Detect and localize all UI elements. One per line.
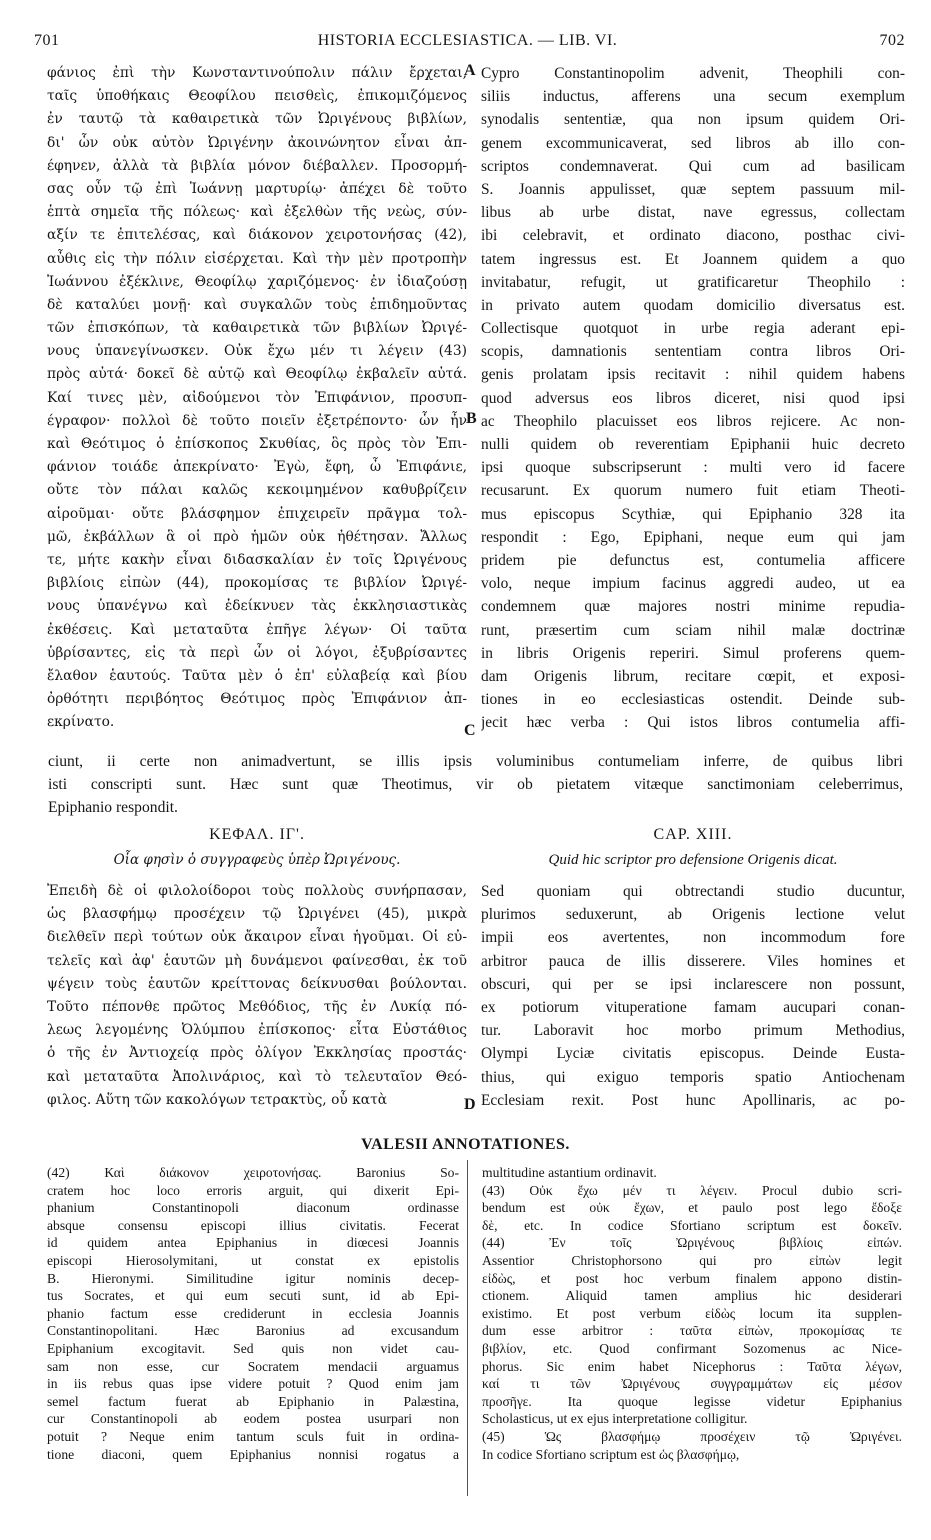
text-line: scriptos condemnaverat. Qui cum ad basilicam	[481, 157, 905, 175]
running-header	[30, 32, 905, 52]
text-line: καὶ Θεότιμος ὁ ἐπίσκοπος Σκυθίας, ὃς πρὸς τὸν Ἐπι-	[47, 436, 467, 452]
text-line: Epiphanio respondit.	[48, 799, 178, 817]
text-line: ac Theophilo placuisset eos libros rejicere. Ac non-	[481, 412, 905, 430]
text-line: φιλος. Αὕτη τῶν κακολόγων τετρακτὺς, οὗ κατὰ	[47, 1091, 388, 1108]
text-line: τῶν ἐπισκόπων, τὰ καθαιρετικὰ τῶν βιβλίων Ὠριγέ-	[47, 320, 467, 337]
text-line: λεως λεγομένης Ὀλύμπου ἐπίσκοπος· εἶτα Εὐστάθιος	[47, 1022, 467, 1039]
text-line: βιβλίοις εἰπὼν (44), προκομίσας τε βιβλίον Ὠριγέ-	[47, 575, 467, 592]
text-line: quod adversus eos libros diceret, nisi quod ipsi	[481, 389, 905, 407]
full-width-latin	[48, 750, 903, 820]
text-line: νους ὑπανέγνω καὶ ἐδείκνυεν τὰς ἐκκλησιαστικὰς	[47, 598, 467, 615]
text-line: siliis inductus, afferens una secum exemplum	[481, 88, 905, 106]
right-page-number: 702	[879, 32, 905, 49]
text-line: τελεῖς καὶ ἀφ' ἑαυτῶν μὴ δυνάμενοι φαίνεσθαι, ἐκ τοῦ	[47, 952, 467, 969]
text-line: μῶ, ἐκβάλλων ἃ οἱ πρὸ ἡμῶν οὐκ ἠθέτησαν. Ἄλλως	[47, 528, 467, 545]
text-line: cratem hoc loco erroris arguit, qui dixerit Epi-	[47, 1182, 459, 1198]
text-line: ἐκθέσεις. Καὶ μεταταῦτα ἐπῆγε λέγων· Οἱ ταῦτα	[47, 621, 467, 638]
text-line: sam non esse, cur Socratem mendacii arguamus	[47, 1358, 459, 1374]
text-line: dum esse arbitror : ταῦτα εἰπὼν, προκομίσας τε	[482, 1323, 902, 1339]
text-line: B. Hieronymi. Similitudine igitur nominis decep-	[47, 1270, 459, 1286]
greek-chapter-text	[47, 880, 467, 1112]
margin-letter-d: D	[464, 1096, 476, 1113]
text-line: isti conscripti sunt. Hæc sunt quæ Theotimus, vir ob pietatem vitæque sanctimoniam celeberrimus,	[48, 776, 903, 794]
text-line: προσῆγε. Ita quoque legisse videtur Epiphanius	[482, 1393, 902, 1409]
text-line: in privato autem quodam domicilio diversatus est.	[481, 296, 905, 314]
text-line: impii eos avertentes, non incommodum fore	[481, 929, 905, 947]
text-line: δὲ, etc. In codice Sfortiano scriptum est δοκεῖν.	[482, 1217, 902, 1233]
text-line: libus ab urbe distat, nave egressus, collectam	[481, 204, 905, 222]
text-line: νους ὑπανεγίνωσκεν. Οὐκ ἔχω μέν τι λέγειν (43)	[47, 343, 467, 360]
text-line: φάνιος ἐπὶ τὴν Κωνσταντινούπολιν πάλιν ἔρχεται,	[47, 65, 467, 81]
text-line: αξίν τε ἐπιτελέσας, καὶ διάκονον χειροτονήσας (42),	[47, 227, 467, 244]
text-line: condemnem quæ majores nostri minime repudia-	[481, 598, 905, 616]
text-line: multitudine astantium ordinavit.	[482, 1165, 657, 1180]
greek-chapter-title: Οἷα φησὶν ὁ συγγραφεὺς ὑπὲρ Ὠριγένους.	[113, 852, 401, 868]
latin-chapter-number: CAP. XIII.	[653, 826, 733, 843]
text-line: phanium Constantinopoli diaconum ordinasse	[47, 1200, 459, 1216]
text-line: (45) Ὡς βλασφήμῳ προσέχειν τῷ Ὠριγένει.	[482, 1428, 902, 1444]
text-line: thius, qui exiguo temporis spatio Antiochenam	[481, 1068, 905, 1086]
text-line: ipsi quoque subscripserunt : multi vero id facere	[481, 459, 905, 477]
text-line: Cypro Constantinopolim advenit, Theophili con-	[481, 65, 905, 82]
text-line: S. Joannis appulisset, quæ septem passuum mil-	[481, 180, 905, 198]
text-line: volo, neque impium facinus aggredi audeo, ut ea	[481, 575, 905, 593]
text-line: εκρίνατο.	[47, 714, 115, 731]
text-line: potuit ? Neque enim tantum sculs fuit in ordina-	[47, 1428, 459, 1444]
text-line: mus episcopus Scythiæ, qui Epiphanio 328 ita	[481, 505, 905, 523]
text-line: σας οὖν τῷ ἐπὶ Ἰωάννῃ μαρτυρίῳ· ἀπέχει δὲ τοῦτο	[47, 180, 467, 197]
text-line: tatem ingressus est. Et Joannem quidem a quo	[481, 250, 905, 268]
text-line: phorus. Sic enim habet Nicephorus : Ταῦτα λέγων,	[482, 1358, 902, 1374]
text-line: Τοῦτο πέπονθε πρῶτος Μεθόδιος, τῆς ἐν Λυκίᾳ πό-	[47, 998, 467, 1015]
latin-column	[481, 62, 905, 734]
text-line: διελθεῖν περὶ τούτων οὐκ ἄκαιρον εἶναι ἡγοῦμαι. Οἱ εὐ-	[47, 929, 467, 946]
text-line: Assentior Christophorsono qui pro εἰπὼν legit	[482, 1252, 902, 1268]
text-line: Scholasticus, ut ex ejus interpretatione colligitur.	[482, 1411, 748, 1427]
text-line: genem excommunicaverat, sed libros ab illo con-	[481, 134, 905, 152]
text-line: respondit : Ego, Epiphani, neque eum qui jam	[481, 528, 905, 546]
text-line: nulli quidem ob reverentiam Epiphanii huic decreto	[481, 436, 905, 453]
text-line: runt, præsertim cum sciam nihil malæ doctrinæ	[481, 621, 905, 639]
text-line: (43) Οὐκ ἔχω μέν τι λέγειν. Procul dubio scri-	[482, 1182, 902, 1198]
text-line: Collectisque quotquot in urbe regia aderant epi-	[481, 320, 905, 338]
text-line: jecit hæc verba : Qui istos libros contumelia affi-	[481, 714, 905, 732]
greek-chapter-subtitle	[47, 852, 467, 868]
text-line: ὀρθότητι περιβόητος Θεότιμος πρὸς Ἐπιφάνιον ἀπ-	[47, 691, 467, 708]
text-line: ταῖς ὑποθήκαις Θεοφίλου πεισθεὶς, ἐπικομιζόμενος	[47, 88, 467, 105]
text-line: Ἐπειδὴ δὲ οἱ φιλολοίδοροι τοὺς πολλοὺς συνήρπασαν,	[47, 883, 467, 899]
text-line: scopis, damnationis sententiam contra libros Ori-	[481, 343, 905, 361]
text-line: αὖθις εἰς τὴν πόλιν εἰσέρχεται. Καὶ τὴν μὲν προτροπὴν	[47, 250, 467, 267]
text-line: in iis rebus quas ipse videre potuit ? Quod enim jam	[47, 1376, 459, 1392]
text-line: πρὸς αὐτά· δοκεῖ δὲ αὐτῷ καὶ Θεοφίλῳ ἐκβαλεῖν αὐτά.	[47, 366, 467, 383]
latin-chapter-title: Quid hic scriptor pro defensione Origenis dicat.	[548, 852, 838, 868]
text-line: (44) Ἐν τοῖς Ὠριγένους βιβλίοις εἰπών.	[482, 1235, 902, 1251]
text-line: ἑπτὰ σημεῖα τῆς πόλεως· καὶ ἐξελθὼν τῆς νεὼς, σύν-	[47, 204, 467, 221]
text-line: tus Socrates, et qui eum secuti sunt, id ab Epi-	[47, 1288, 459, 1304]
annotations-heading: VALESII ANNOTATIONES.	[361, 1136, 570, 1153]
text-line: Olympi Lyciæ civitatis episcopus. Deinde Eusta-	[481, 1045, 905, 1063]
annotations-right-column	[482, 1164, 902, 1463]
text-line: ciunt, ii certe non animadvertunt, se illis ipsis voluminibus contumeliam inferre, de quibus libri	[48, 753, 903, 770]
text-line: αἱροῦμαι· οὔτε βλάσφημον ἐπιχειρεῖν πρᾶγμα τολ-	[47, 505, 467, 522]
text-line: ὡς βλασφήμῳ προσέχειν τῷ Ὠριγένει (45), μικρὰ	[47, 906, 467, 923]
text-line: Epiphanium excogitavit. Sed quis non videt cau-	[47, 1340, 459, 1356]
text-line: εἰδὼς, et post hoc verbum finalem appono distin-	[482, 1270, 902, 1286]
text-line: bendum est οὐκ ἔχων, et paulo post lego ἔδοξε	[482, 1200, 902, 1216]
text-line: ex potiorum vituperatione famam aucupari conan-	[481, 998, 905, 1016]
text-line: ὑβρίσαντες, εἰς τὰ περὶ ὧν οἱ λόγοι, ἐξυβρίσαντες	[47, 644, 467, 661]
text-line: dam Origenis librum, recitare cœpit, et exposi-	[481, 667, 905, 685]
text-line: invitabatur, refugit, ut gratificaretur Theophilo :	[481, 273, 905, 291]
greek-column	[47, 62, 467, 734]
text-line: in libris Origenis reperiri. Simul proferens quem-	[481, 644, 905, 662]
text-line: obscuri, qui per se ipsi inclarescere non possunt,	[481, 975, 905, 993]
text-line: φάνιον τοιάδε ἀπεκρίνατο· Ἐγὼ, ἔφη, ὦ Ἐπιφάνιε,	[47, 459, 467, 476]
text-line: Ἰωάννου ἐξέκλινε, Θεοφίλῳ χαριζόμενος· ἐν ἰδιαζούσῃ	[47, 273, 467, 290]
text-line: ibi celebravit, et ordinato diacono, posthac civi-	[481, 227, 905, 245]
text-line: absque consensu episcopi illius civitatis. Fecerat	[47, 1217, 459, 1233]
text-line: phanio factum esse crediderunt in ecclesia Joannis	[47, 1305, 459, 1321]
text-line: βιβλίον, etc. Quod confirmant Sozomenus ac Nice-	[482, 1340, 902, 1356]
margin-letter-c: C	[464, 722, 476, 739]
text-line: semel factum fuerat ab Epiphanio in Palæstina,	[47, 1393, 459, 1409]
text-line: ἐν ταυτῷ τὰ καθαιρετικὰ τῶν Ὠριγένους βιβλίων,	[47, 111, 467, 128]
column-divider	[467, 1160, 468, 1496]
text-line: genis prolatam ipsis recitavit : nihil quidem habens	[481, 366, 905, 384]
text-line: έφηνεν, ἀλλὰ τὰ βιβλία μόνον διέβαλλεν. Προσορμή-	[47, 157, 467, 174]
text-line: Ecclesiam rexit. Post hunc Apollinaris, ac po-	[481, 1091, 905, 1109]
text-line: In codice Sfortiano scriptum est ὡς βλασφήμῳ,	[482, 1446, 740, 1462]
text-line: Sed quoniam qui obtrectandi studio ducuntur,	[481, 883, 905, 900]
margin-letter-b: B	[466, 410, 477, 427]
text-line: Constantinopolitani. Hæc Baronius ad excusandum	[47, 1323, 459, 1339]
text-line: καί τι τῶν Ὠριγένους συγγραμμάτων εἰς μέσον	[482, 1376, 902, 1392]
text-line: τε, μήτε κακὴν εἶναι διδασκαλίαν ἐν τοῖς Ὠριγένους	[47, 551, 467, 568]
text-line: synodalis sententiæ, qua non ipsum quidem Ori-	[481, 111, 905, 129]
text-line: ψέγειν τοὺς ἑαυτῶν κρείττονας δείκνυσθαι βούλονται.	[47, 975, 467, 992]
running-title: HISTORIA ECCLESIASTICA. — LIB. VI.	[317, 32, 618, 49]
text-line: cur Constantinopoli ab eodem postea usurpari non	[47, 1411, 459, 1427]
text-line: ἔλαθον ἑαυτούς. Ταῦτα μὲν ὁ ἐπ' εὐλαβείᾳ καὶ βίου	[47, 667, 467, 684]
text-line: episcopi Hierosolymitani, ut constat ex epistolis	[47, 1252, 459, 1268]
greek-chapter-heading	[47, 826, 467, 844]
text-line: recusarunt. Ex quorum numero fuit etiam Theoti-	[481, 482, 905, 500]
text-line: οὔτε τὸν πάλαι καλῶς κεκοιμημένον καθυβρίζειν	[47, 482, 467, 499]
text-line: Καί τινες μὲν, αἰδούμενοι τὸν Ἐπιφάνιον, προσυπ-	[47, 389, 467, 406]
text-line: ὁ τῆς ἐν Ἀντιοχείᾳ πρὸς ὀλίγον Ἐκκλησίας προστάς·	[47, 1045, 467, 1062]
greek-chapter-number: ΚΕΦΑΛ. ΙΓ'.	[209, 826, 305, 843]
text-line: δι' ὧν οὐκ αὐτὸν Ὠριγένην ἀκοινώνητον εἶναι ἀπ-	[47, 134, 467, 151]
left-page-number: 701	[34, 32, 60, 49]
latin-chapter-text	[481, 880, 905, 1112]
text-line: tur. Laboravit hoc morbo primum Methodius,	[481, 1022, 905, 1040]
text-line: pridem pie defunctus est, contumelia afficere	[481, 551, 905, 569]
text-line: έγραφον· πολλοὶ δὲ τοῦτο ποιεῖν ἐξετρέποντο· ὧν ἦν	[47, 412, 467, 429]
text-line: δὲ καταλύει μονῇ· καὶ συγκαλῶν τοὺς ἐπιδημοῦντας	[47, 296, 467, 313]
text-line: arbitror pauca de illis disserere. Viles homines et	[481, 952, 905, 970]
annotations-left-column	[47, 1164, 459, 1463]
text-line: (42) Καὶ διάκονον χειροτονήσας. Baronius So-	[47, 1165, 459, 1180]
text-line: id quidem antea Epiphanius in diœcesi Joannis	[47, 1235, 459, 1251]
text-line: καὶ μεταταῦτα Ἀπολινάριος, καὶ τὸ τελευταῖον Θεό-	[47, 1068, 467, 1085]
text-line: tiones in eo ecclesiasticas ostendit. Deinde sub-	[481, 691, 905, 709]
text-line: existimo. Et post verbum εἰδὼς locum ita supplen-	[482, 1305, 902, 1321]
latin-chapter-heading	[481, 826, 905, 844]
text-line: ctionem. Aliquid tamen amplius hic desiderari	[482, 1288, 902, 1304]
text-line: tione diaconi, quem Epiphanius nonnisi rogatus a	[47, 1446, 459, 1462]
text-line: plurimos seduxerunt, ab Origenis lectione velut	[481, 906, 905, 924]
margin-letter-a: A	[464, 62, 476, 79]
latin-chapter-subtitle	[481, 852, 905, 869]
